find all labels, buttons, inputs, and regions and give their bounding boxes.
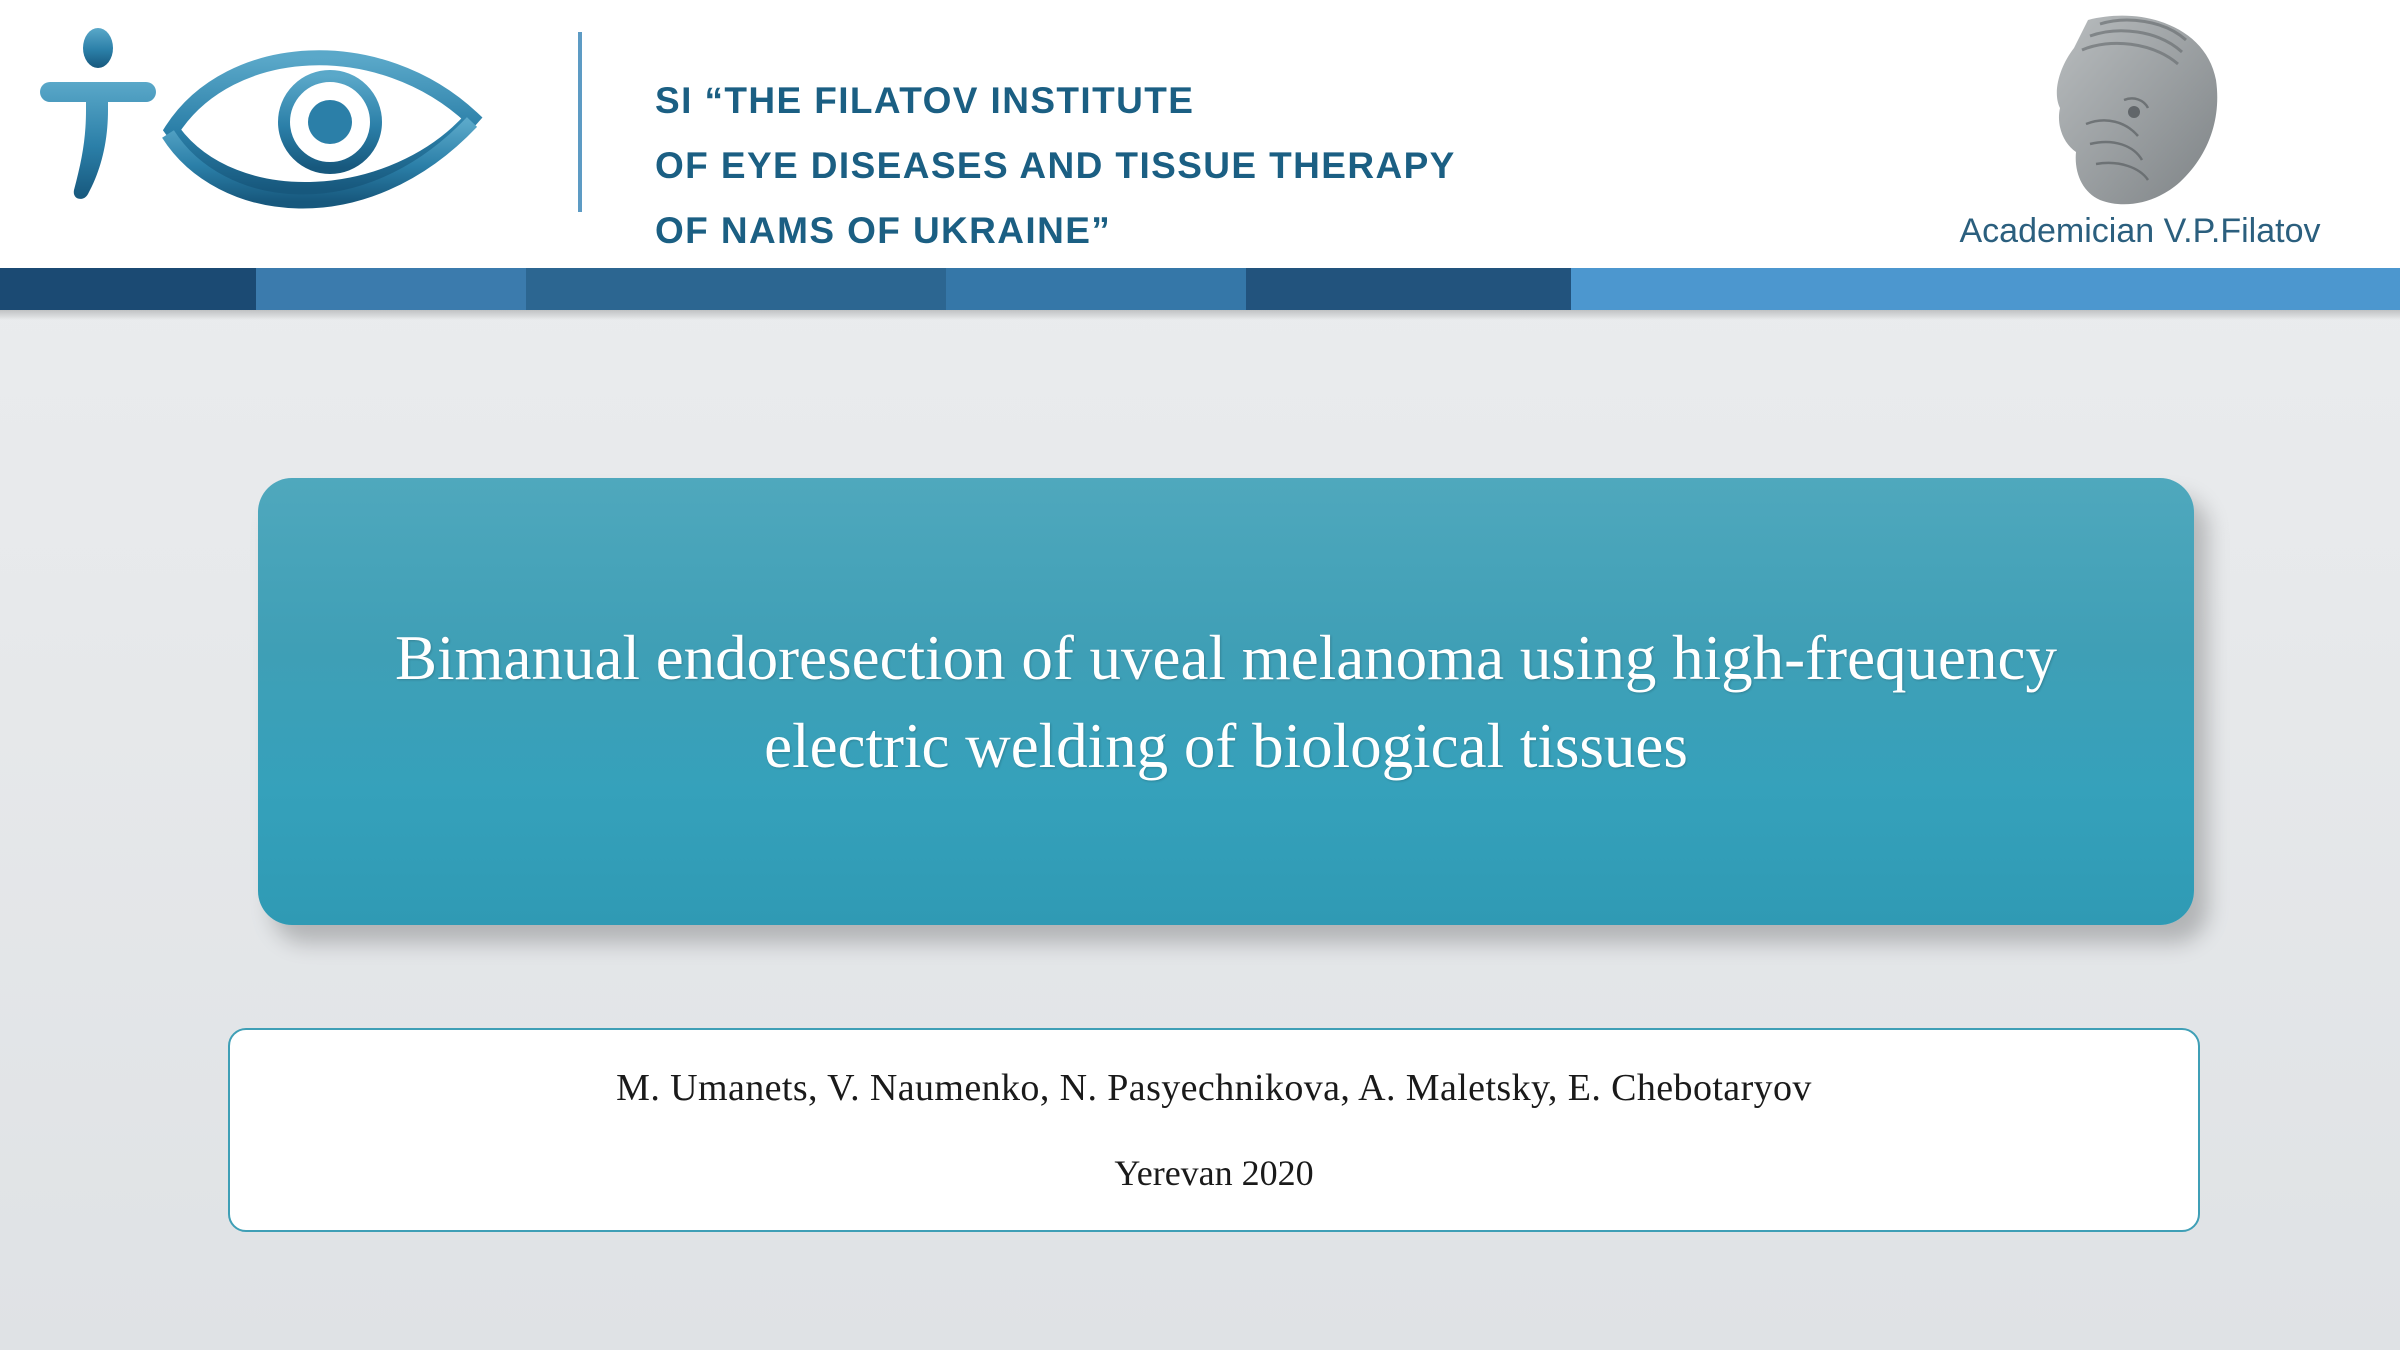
slide-title: Bimanual endoresection of uveal melanoma using high-frequency electric welding of biological tissues [395, 622, 2057, 781]
institution-title-line-2: OF EYE DISEASES AND TISSUE THERAPY [655, 145, 1456, 186]
stripe-shadow [0, 310, 2400, 320]
filatov-portrait-caption: Academician V.P.Filatov [1959, 212, 2321, 250]
stripe-segment-3 [526, 268, 946, 310]
venue-and-year: Yerevan 2020 [1114, 1153, 1314, 1193]
authors-panel [228, 1028, 2200, 1232]
filatov-institute-eye-logo [20, 10, 540, 240]
header-color-stripe [0, 268, 2400, 310]
header-divider [578, 32, 582, 212]
stripe-segment-5 [1246, 268, 1571, 310]
stripe-segment-6 [1571, 268, 2400, 310]
filatov-portrait-image [2030, 4, 2240, 219]
stripe-segment-1 [0, 268, 256, 310]
institution-title-line-1: SI “THE FILATOV INSTITUTE [655, 80, 1195, 121]
institution-title [655, 68, 1456, 263]
authors-list: M. Umanets, V. Naumenko, N. Pasyechnikova, A. Maletsky, E. Chebotaryov [616, 1067, 1812, 1109]
slide-header [0, 0, 2400, 268]
stripe-segment-4 [946, 268, 1246, 310]
slide-title-panel [258, 478, 2194, 925]
stripe-segment-2 [256, 268, 526, 310]
institution-title-line-3: OF NAMS OF UKRAINE” [655, 210, 1112, 251]
